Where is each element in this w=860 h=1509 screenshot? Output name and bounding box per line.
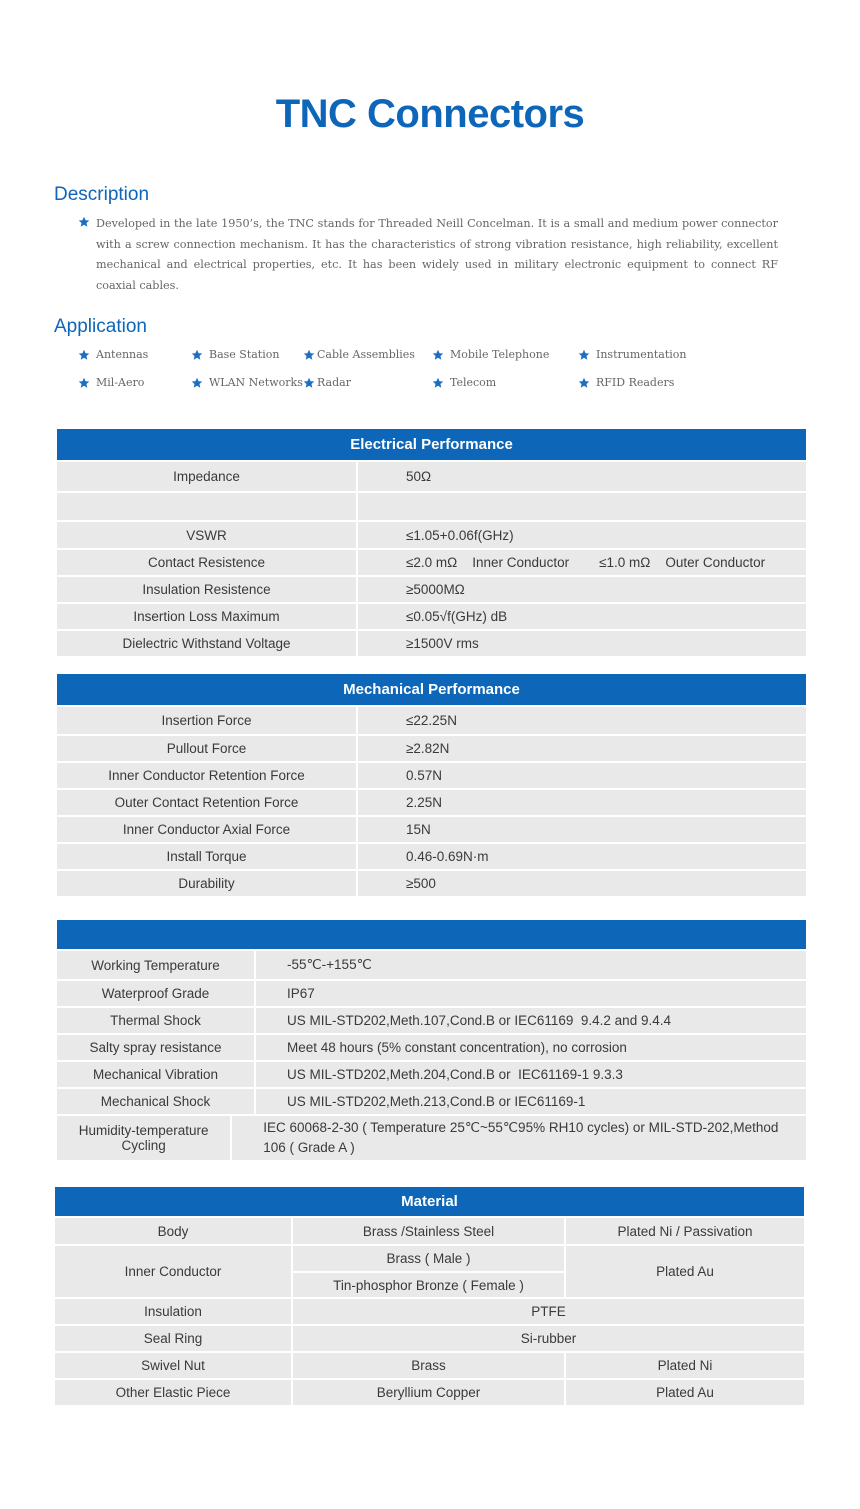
row-value: 2.25N [406, 795, 443, 810]
row-value: ≥500 [406, 876, 436, 891]
table-row [57, 815, 806, 842]
description-heading: Description [54, 184, 150, 205]
row-label: Waterproof Grade [57, 981, 256, 1006]
application-item: Antennas [78, 348, 148, 361]
row-label [57, 493, 358, 520]
table-row [57, 575, 806, 602]
row-value [358, 493, 406, 520]
table-row [57, 1087, 806, 1114]
material-table [55, 1187, 804, 1405]
material-name: Si-rubber [293, 1324, 804, 1351]
table-row [57, 520, 806, 548]
star-icon [78, 349, 90, 361]
table-row [57, 460, 806, 491]
mechanical-performance-table [57, 674, 806, 896]
row-value: IEC 60068-2-30 ( Temperature 25℃~55℃95% RH10 cycles) or MIL-STD-202,Method 106 ( Grade A ) [263, 1120, 779, 1155]
row-value: ≥5000MΩ [406, 582, 465, 597]
table-row [57, 602, 806, 629]
description-text: Developed in the late 1950’s, the TNC stands for Threaded Neill Concelman. It is a small and medium power connector with a screw connection mechanism. It has the characteristics of strong vibration resistance, high reliability, excellent mechanical and electrical properties, etc. It has been widely used in military electronic equipment to connect RF coaxial cables. [96, 217, 778, 292]
row-label: Thermal Shock [57, 1008, 256, 1033]
row-label: Mechanical Shock [57, 1089, 256, 1114]
row-label: Working Temperature [57, 951, 256, 979]
material-part: Swivel Nut [55, 1351, 293, 1378]
application-item: Mobile Telephone [432, 348, 549, 361]
table-row [57, 842, 806, 869]
row-label: Insertion Loss Maximum [57, 604, 358, 629]
electrical-performance-title: Electrical Performance [57, 429, 806, 460]
star-icon [432, 377, 444, 389]
material-part: Body [55, 1216, 293, 1244]
material-name: Beryllium Copper [293, 1378, 566, 1405]
row-label: Insertion Force [57, 707, 358, 734]
row-label: Pullout Force [57, 736, 358, 761]
material-name: Brass [293, 1351, 566, 1378]
row-label: Durability [57, 871, 358, 896]
table-row [57, 1060, 806, 1087]
table-row [57, 1006, 806, 1033]
row-value: ≥2.82N [406, 741, 450, 756]
star-icon [191, 377, 203, 389]
material-name: Brass /Stainless Steel [293, 1216, 566, 1244]
table-row [57, 491, 806, 520]
star-icon [303, 377, 315, 389]
material-part: Inner Conductor [55, 1244, 293, 1297]
row-label: Salty spray resistance [57, 1035, 256, 1060]
table-row [57, 979, 806, 1006]
row-label: Outer Contact Retention Force [57, 790, 358, 815]
table-row [57, 734, 806, 761]
material-title: Material [55, 1187, 804, 1216]
star-icon [78, 216, 90, 228]
table-row [57, 548, 806, 575]
row-label: Contact Resistence [57, 550, 358, 575]
star-icon [432, 349, 444, 361]
table-row [57, 869, 806, 896]
row-label: Insulation Resistence [57, 577, 358, 602]
table-row [57, 1033, 806, 1060]
row-label: Install Torque [57, 844, 358, 869]
row-value: ≤1.05+0.06f(GHz) [406, 527, 514, 543]
material-part: Insulation [55, 1297, 293, 1324]
application-item: Instrumentation [578, 348, 687, 361]
table-row [57, 1114, 806, 1160]
table-row [57, 705, 806, 734]
star-icon [578, 377, 590, 389]
material-plating: Plated Au [566, 1378, 804, 1405]
row-label: Inner Conductor Axial Force [57, 817, 358, 842]
application-item: Telecom [432, 376, 496, 389]
row-label: Impedance [57, 462, 358, 491]
row-value: 50Ω [406, 469, 432, 484]
row-label: Dielectric Withstand Voltage [57, 631, 358, 656]
material-plating: Plated Ni [566, 1351, 804, 1378]
material-name: Tin-phosphor Bronze ( Female ) [293, 1271, 566, 1297]
environmental-performance-table [57, 920, 806, 1160]
row-label: Mechanical Vibration [57, 1062, 256, 1087]
application-item: WLAN Networks [191, 376, 303, 389]
application-heading: Application [54, 316, 147, 337]
application-item: Mil-Aero [78, 376, 144, 389]
star-icon [578, 349, 590, 361]
application-item: RFID Readers [578, 376, 674, 389]
application-item: Cable Assemblies [303, 348, 415, 361]
row-label: Humidity-temperature Cycling [57, 1116, 232, 1160]
row-value: ≤0.05√f(GHz) dB [406, 609, 508, 624]
row-value: ≥1500V rms [406, 636, 479, 651]
material-part: Other Elastic Piece [55, 1378, 293, 1405]
row-label: VSWR [57, 522, 358, 548]
environmental-performance-title [57, 920, 806, 949]
material-part: Seal Ring [55, 1324, 293, 1351]
row-value: -55℃-+155℃ [287, 957, 372, 972]
row-label: Inner Conductor Retention Force [57, 763, 358, 788]
material-plating: Plated Ni / Passivation [566, 1216, 804, 1244]
table-row [57, 949, 806, 979]
row-value: 0.46-0.69N·m [406, 849, 489, 864]
electrical-performance-table [57, 429, 806, 656]
row-value: ≤22.25N [406, 713, 457, 728]
application-item: Radar [303, 376, 351, 389]
row-value: US MIL-STD202,Meth.107,Cond.B or IEC61169 9.4.2 and 9.4.4 [287, 1013, 671, 1028]
material-name: Brass ( Male ) [293, 1244, 566, 1271]
application-item: Base Station [191, 348, 279, 361]
table-row [57, 629, 806, 656]
row-value: 15N [406, 822, 431, 837]
star-icon [78, 377, 90, 389]
material-plating: Plated Au [566, 1244, 804, 1297]
page-title: TNC Connectors [275, 92, 585, 136]
table-row [57, 788, 806, 815]
row-value: US MIL-STD202,Meth.204,Cond.B or IEC61169-1 9.3.3 [287, 1067, 623, 1082]
row-value: Meet 48 hours (5% constant concentration), no corrosion [287, 1040, 627, 1055]
row-value: IP67 [287, 986, 315, 1001]
material-name: PTFE [293, 1297, 804, 1324]
table-row [57, 761, 806, 788]
row-value: ≤2.0 mΩ Inner Conductor ≤1.0 mΩ Outer Conductor [406, 555, 766, 570]
description-block [78, 214, 778, 296]
row-value: US MIL-STD202,Meth.213,Cond.B or IEC61169-1 [287, 1094, 586, 1109]
star-icon [191, 349, 203, 361]
mechanical-performance-title: Mechanical Performance [57, 674, 806, 705]
row-value: 0.57N [406, 768, 443, 783]
star-icon [303, 349, 315, 361]
